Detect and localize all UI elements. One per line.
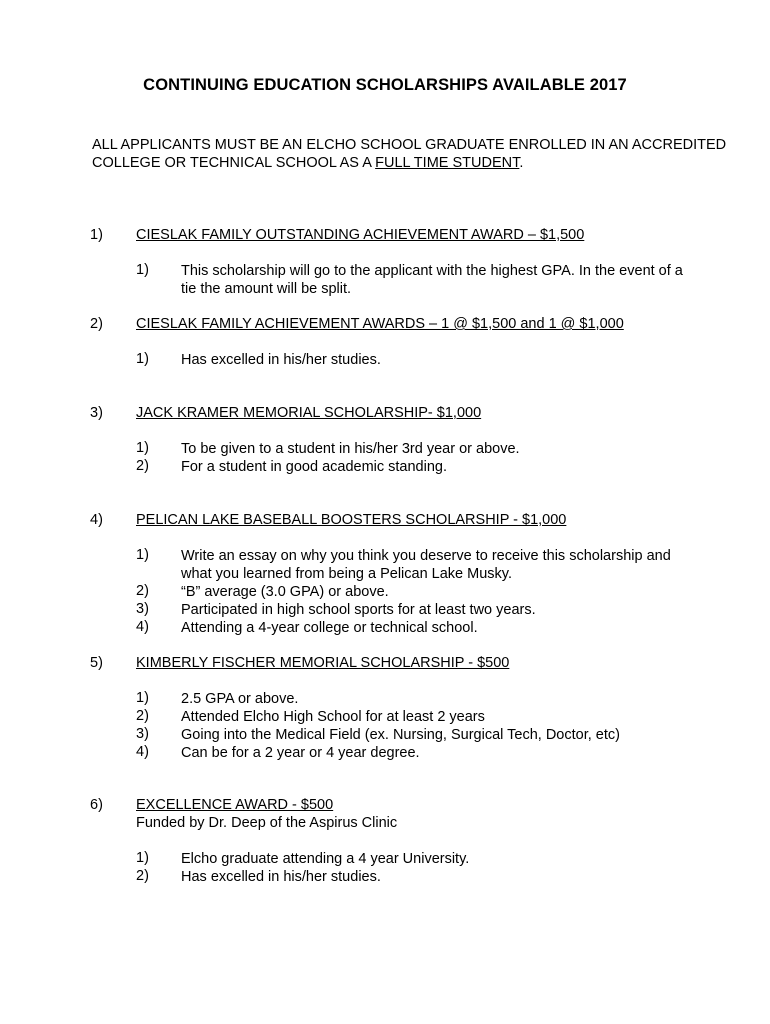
scholarship-heading: CIESLAK FAMILY ACHIEVEMENT AWARDS – 1 @ $1,500 and 1 @ $1,000 xyxy=(136,316,624,332)
eligibility-intro xyxy=(92,136,732,172)
scholarship-number: 2) xyxy=(90,316,103,332)
scholarship-heading: CIESLAK FAMILY OUTSTANDING ACHIEVEMENT AWARD – $1,500 xyxy=(136,227,585,243)
intro-end: . xyxy=(519,155,524,171)
requirement-text: For a student in good academic standing. xyxy=(181,459,447,475)
requirement-number: 1) xyxy=(136,690,149,706)
requirement-text: Can be for a 2 year or 4 year degree. xyxy=(181,745,420,761)
requirement-text: Participated in high school sports for at least two years. xyxy=(181,602,536,618)
scholarship-number: 5) xyxy=(90,655,103,671)
requirement-number: 1) xyxy=(136,351,149,367)
scholarship-number: 1) xyxy=(90,227,103,243)
requirement-text: Attended Elcho High School for at least 2 years xyxy=(181,709,485,725)
requirement-number: 1) xyxy=(136,440,149,456)
requirement-number: 2) xyxy=(136,868,149,884)
requirement-number: 1) xyxy=(136,547,149,563)
scholarship-heading: PELICAN LAKE BASEBALL BOOSTERS SCHOLARSHIP - $1,000 xyxy=(136,512,567,528)
requirement-number: 3) xyxy=(136,601,149,617)
requirement-text: Write an essay on why you think you deserve to receive this scholarship and what you learned from being a Pelican Lake Musky. xyxy=(181,548,671,582)
requirement-number: 2) xyxy=(136,583,149,599)
requirement-text: Has excelled in his/her studies. xyxy=(181,869,381,885)
scholarship-heading: KIMBERLY FISCHER MEMORIAL SCHOLARSHIP - $500 xyxy=(136,655,510,671)
page-title: CONTINUING EDUCATION SCHOLARSHIPS AVAILABLE 2017 xyxy=(143,76,627,94)
requirement-number: 2) xyxy=(136,708,149,724)
requirement-text: Going into the Medical Field (ex. Nursing, Surgical Tech, Doctor, etc) xyxy=(181,727,620,743)
requirement-text: “B” average (3.0 GPA) or above. xyxy=(181,584,389,600)
scholarship-heading: EXCELLENCE AWARD - $500 xyxy=(136,797,334,813)
requirement-number: 4) xyxy=(136,744,149,760)
requirement-text: 2.5 GPA or above. xyxy=(181,691,299,707)
requirement-text: To be given to a student in his/her 3rd year or above. xyxy=(181,441,520,457)
scholarship-number: 4) xyxy=(90,512,103,528)
requirement-text: Attending a 4-year college or technical school. xyxy=(181,620,478,636)
requirement-number: 2) xyxy=(136,458,149,474)
scholarship-heading: JACK KRAMER MEMORIAL SCHOLARSHIP- $1,000 xyxy=(136,405,482,421)
intro-text: ALL APPLICANTS MUST BE AN ELCHO SCHOOL GRADUATE ENROLLED IN AN ACCREDITED COLLEGE OR TECHNICAL SCHOOL AS A xyxy=(92,137,727,171)
scholarship-funding-note: Funded by Dr. Deep of the Aspirus Clinic xyxy=(136,815,398,831)
requirement-text: This scholarship will go to the applicant with the highest GPA. In the event of a tie the amount will be split. xyxy=(181,263,683,297)
requirement-number: 1) xyxy=(136,850,149,866)
intro-emphasis: FULL TIME STUDENT xyxy=(375,155,520,171)
requirement-number: 4) xyxy=(136,619,149,635)
requirement-text: Has excelled in his/her studies. xyxy=(181,352,381,368)
requirement-text: Elcho graduate attending a 4 year University. xyxy=(181,851,470,867)
requirement-number: 1) xyxy=(136,262,149,278)
scholarship-number: 6) xyxy=(90,797,103,813)
scholarship-number: 3) xyxy=(90,405,103,421)
requirement-number: 3) xyxy=(136,726,149,742)
